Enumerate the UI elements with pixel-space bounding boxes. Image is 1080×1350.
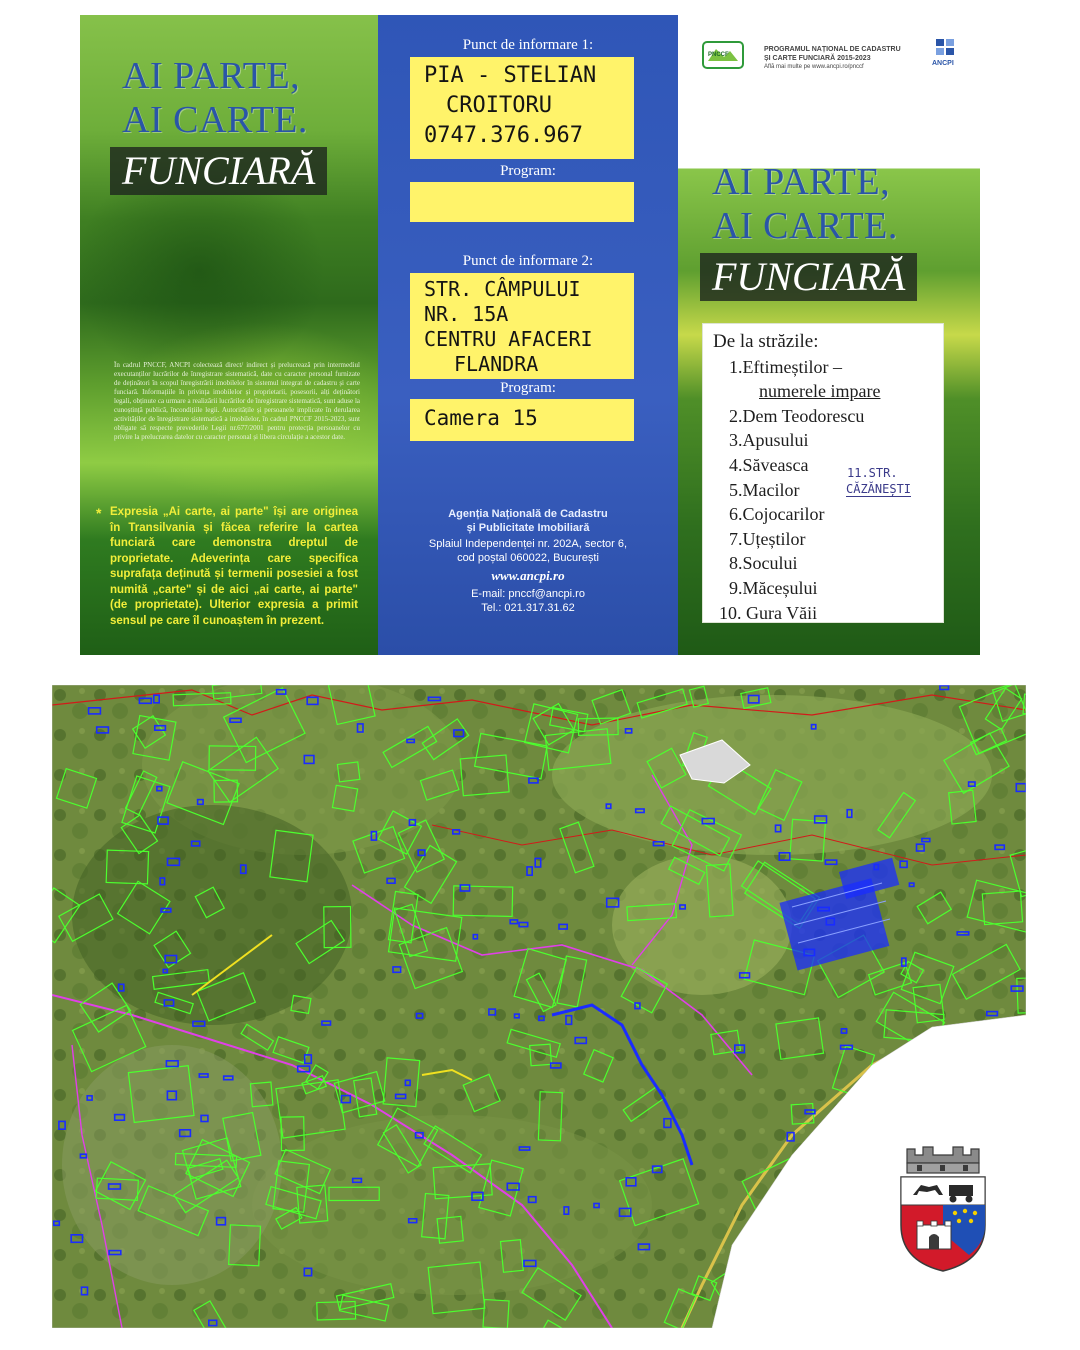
data-protection-notice: În cadrul PNCCF, ANCPI colectează direct/ indirect și prelucrează prin intermediul executanților lucrărilor de înregistrare sistematică, date cu caracter personal furnizate de deținători în scopul înregistrării imobilelor în sistemul integrat de cadastru și carte funciară. Informațiile în privința imobilelor și proprietarii, posesorii, alți deținători legali, obținute ca urmare a realizării lucrărilor de înregistrare sistematică, sunt aduse la cunoștință publică, încondițiile legii. Autoritățile și persoanele implicate în derularea activităților de înregistrare sistematică a imobilelor, în cadrul PNCCF 2015-2023, sunt obligate să respecte prevederile Legii nr.677/2001 pentru protecția persoanelor cu privire la prelucrarea datelor cu caracter personal și libera circulație a acestor date. bbox=[114, 361, 360, 441]
program-1-label: Program: bbox=[500, 163, 556, 179]
building-outline bbox=[805, 1185, 810, 1190]
note-line: 0747.376.967 bbox=[424, 123, 583, 148]
info-point-1-note bbox=[410, 57, 634, 159]
parcel-outline bbox=[995, 1085, 1026, 1117]
parcel-outline bbox=[988, 1281, 1026, 1328]
program-2-label: Program: bbox=[500, 380, 556, 396]
street-item: 3.Apusului bbox=[729, 430, 809, 451]
parcel-outline bbox=[1017, 1100, 1026, 1144]
agency-name-line1: Agenția Națională de Cadastru bbox=[448, 508, 608, 520]
street-item: 6.Cojocarilor bbox=[729, 504, 825, 525]
building-outline bbox=[744, 1319, 752, 1322]
building-outline bbox=[755, 1269, 763, 1277]
cadastral-map bbox=[52, 685, 1026, 1328]
agency-website: www.ancpi.ro bbox=[491, 568, 565, 583]
right-slogan-line2: AI CARTE. bbox=[712, 205, 898, 247]
street-item: 4.Săveasca bbox=[729, 454, 809, 475]
agency-email: E-mail: pnccf@ancpi.ro bbox=[471, 588, 585, 600]
note-line: CROITORU bbox=[446, 93, 552, 118]
building-outline bbox=[769, 1313, 775, 1320]
note-line: PIA - STELIAN bbox=[424, 63, 597, 88]
street-item: 2.Dem Teodorescu bbox=[729, 405, 865, 426]
parcel-outline bbox=[923, 1050, 942, 1067]
brochure-middle-panel bbox=[378, 15, 678, 655]
right-slogan-line1: AI PARTE, bbox=[712, 161, 891, 203]
agency-name-line2: și Publicitate Imobiliară bbox=[466, 522, 590, 534]
street-item: 8.Socului bbox=[729, 553, 798, 574]
parcel-outline bbox=[929, 1036, 1006, 1097]
ancpi-logo-icon bbox=[934, 37, 958, 57]
parcel-outline bbox=[743, 1294, 794, 1327]
parcel-outline bbox=[993, 1183, 1026, 1218]
program-title-line1: PROGRAMUL NAȚIONAL DE CADASTRU bbox=[764, 46, 901, 53]
handwritten-street-line2: CĂZĂNEȘTI bbox=[846, 482, 912, 496]
streets-list bbox=[702, 323, 944, 623]
left-slogan-line2: AI CARTE. bbox=[122, 99, 308, 141]
parcel-outline bbox=[930, 1034, 979, 1083]
building-outline bbox=[963, 1300, 975, 1308]
street-item: 1.Eftimeștilor – bbox=[729, 356, 842, 377]
expression-origin-text: Expresia „Ai carte, ai parte" își are originea în Transilvania și făcea referire la cartea funciară care demonstra dreptul de proprietate. Adeverința care specifica suprafața deținută și termenii posesiei a fost numită „carte" și de aici „ai carte, ai parte" (de proprietate). Ulterior expresia a primit sensul pe care îl cunoaștem în prezent. bbox=[110, 506, 358, 627]
info-point-1-label: Punct de informare 1: bbox=[462, 37, 594, 53]
agency-phone: Tel.: 021.317.31.62 bbox=[481, 602, 575, 614]
bullet-star-icon: * bbox=[96, 505, 102, 521]
building-outline bbox=[820, 1284, 829, 1287]
agency-address-line1: Splaiul Independenței nr. 202A, sector 6, bbox=[428, 538, 628, 550]
street-item-note: numerele impare bbox=[759, 381, 881, 402]
streets-heading: De la străzile: bbox=[713, 331, 819, 352]
brochure-left-panel bbox=[80, 15, 378, 655]
agency-address-line2: cod poștal 060022, București bbox=[457, 552, 599, 564]
note-line: STR. CÂMPULUI bbox=[424, 277, 581, 301]
street-item: 7.Uțeștilor bbox=[729, 528, 806, 549]
building-outline bbox=[744, 1281, 752, 1285]
info-point-2-label: Punct de informare 2: bbox=[462, 253, 594, 269]
building-outline bbox=[943, 1132, 947, 1138]
left-funciara-title: FUNCIARĂ bbox=[110, 147, 327, 195]
note-line: CENTRU AFACERI bbox=[424, 327, 593, 351]
parcel-outline bbox=[822, 1127, 863, 1171]
building-outline bbox=[808, 1276, 813, 1284]
parcel-outline bbox=[819, 1321, 841, 1328]
coat-of-arms-icon bbox=[893, 1143, 993, 1273]
street-item: 10. Gura Văii bbox=[719, 602, 818, 623]
parcel-outline bbox=[833, 1149, 902, 1211]
building-outline bbox=[948, 1301, 953, 1309]
building-outline bbox=[979, 1059, 990, 1062]
info-point-2-note bbox=[410, 273, 634, 379]
right-funciara-title: FUNCIARĂ bbox=[700, 253, 917, 301]
program-title-line2: ȘI CARTE FUNCIARĂ 2015-2023 bbox=[764, 55, 871, 62]
street-item: 5.Macilor bbox=[729, 479, 800, 500]
note-line: NR. 15A bbox=[424, 302, 509, 326]
brochure bbox=[80, 15, 1000, 655]
ancpi-logo-text: ANCPI bbox=[932, 60, 954, 67]
building-outline bbox=[963, 1309, 970, 1313]
building-outline bbox=[953, 1035, 961, 1044]
note-line: FLANDRA bbox=[454, 352, 539, 376]
program-1-note bbox=[410, 182, 634, 222]
street-item: 9.Măceșului bbox=[729, 577, 818, 598]
handwritten-street-line1: 11.STR. bbox=[847, 466, 898, 480]
pnccf-logo-text: PNCCF bbox=[708, 52, 729, 58]
program-url: Află mai multe pe www.ancpi.ro/pnccf bbox=[764, 64, 864, 70]
building-outline bbox=[850, 1320, 860, 1325]
left-slogan-line1: AI PARTE, bbox=[122, 55, 301, 97]
program-2-note: Camera 15 bbox=[410, 399, 634, 441]
